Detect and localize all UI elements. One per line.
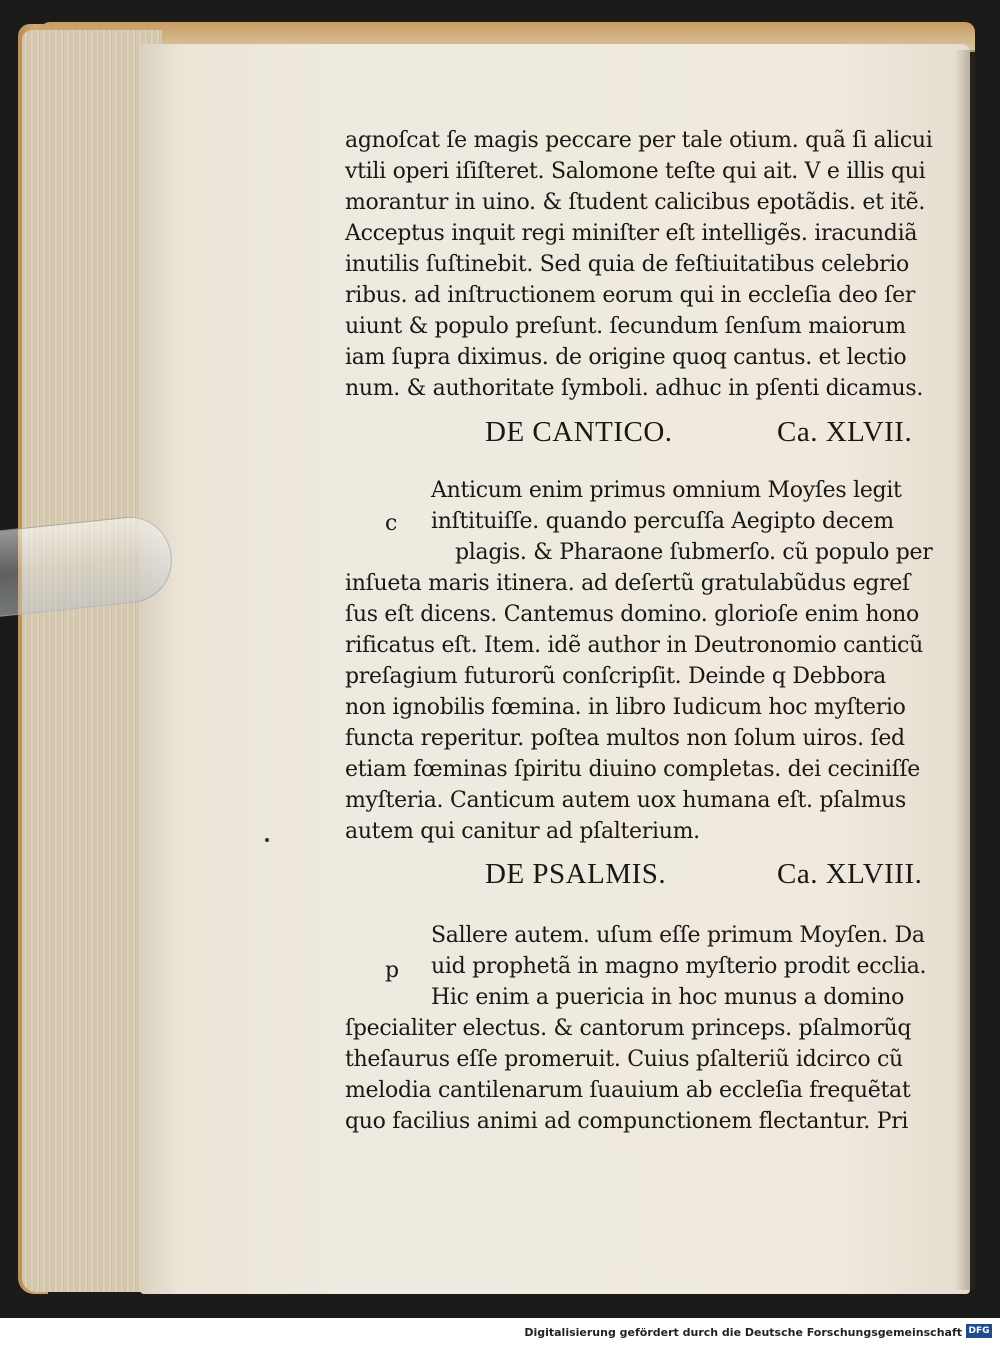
text-line: inutilis ſuſtinebit. Sed quia de feſtiuitatibus celebrio (345, 252, 909, 277)
chapter-heading-title: DE CANTICO. (485, 416, 673, 448)
text-line: morantur in uino. & ſtudent calicibus epotãdis. et itẽ. (345, 190, 926, 215)
text-line: Acceptus inquit regi miniſter eſt intelligẽs. iracundiã (345, 221, 918, 246)
text-line: Sallere autem. uſum eſſe primum Moyſen. Da (431, 923, 925, 948)
text-line: quo facilius animi ad compunctionem flectantur. Pri (345, 1109, 909, 1134)
text-line: inſtituiſſe. quando percuſſa Aegipto decem (431, 509, 894, 534)
footer-bar (0, 1318, 1000, 1345)
chapter-heading-number: Ca. XLVIII. (777, 858, 923, 890)
text-line: functa reperitur. poſtea multos non ſolum uiros. ſed (345, 726, 905, 751)
initial-letter: p (385, 958, 400, 983)
text-line: non ignobilis fœmina. in libro Iudicum hoc myſterio (345, 695, 906, 720)
text-line: agnoſcat ſe magis peccare per tale otium. quã ſi alicui (345, 128, 933, 153)
text-line: Hic enim a puericia in hoc munus a domino (431, 985, 905, 1010)
text-line: inſueta maris itinera. ad deſertũ gratulabũdus egreſ (345, 571, 910, 596)
dfg-logo-icon[interactable]: DFG (966, 1324, 992, 1338)
text-line: num. & authoritate ſymboli. adhuc in pſenti dicamus. (345, 376, 924, 401)
text-line: preſagium futurorũ conſcripſit. Deinde q Debbora (345, 664, 886, 689)
initial-letter: c (385, 511, 398, 536)
text-line: vtili operi iſiſteret. Salomone teſte qui ait. V e illis qui (345, 159, 926, 184)
text-line: Anticum enim primus omnium Moyſes legit (431, 478, 902, 503)
text-line: ſpecialiter electus. & cantorum princeps. pſalmorũq (345, 1016, 912, 1041)
chapter-heading-title: DE PSALMIS. (485, 858, 667, 890)
text-line: plagis. & Pharaone ſubmerſo. cũ populo per (455, 540, 933, 565)
text-line: ribus. ad inſtructionem eorum qui in eccleſia deo ſer (345, 283, 916, 308)
text-line: uid prophetã in magno myſterio prodit ecclia. (431, 954, 927, 979)
text-line: melodia cantilenarum ſuauium ab eccleſia frequẽtat (345, 1078, 911, 1103)
chapter-heading-number: Ca. XLVII. (777, 416, 913, 448)
text-line: iam ſupra diximus. de origine quoq cantus. et lectio (345, 345, 907, 370)
text-line: etiam fœminas ſpiritu diuino completas. dei ceciniſſe (345, 757, 921, 782)
text-line: autem qui canitur ad pſalterium. (345, 819, 700, 844)
text-line: ſus eſt dicens. Cantemus domino. glorioſe enim hono (345, 602, 919, 627)
text-line: uiunt & populo preſunt. ſecundum ſenſum maiorum (345, 314, 906, 339)
page-gutter-shadow (955, 50, 975, 1290)
ink-dot (265, 838, 269, 842)
text-line: rificatus eſt. Item. idẽ author in Deutronomio canticũ (345, 633, 923, 658)
text-line: theſaurus eſſe promeruit. Cuius pſalteriũ idcirco cũ (345, 1047, 903, 1072)
footer-credit: Digitalisierung gefördert durch die Deutsche Forschungsgemeinschaft (524, 1326, 962, 1339)
text-line: myſteria. Canticum autem uox humana eſt. pſalmus (345, 788, 906, 813)
